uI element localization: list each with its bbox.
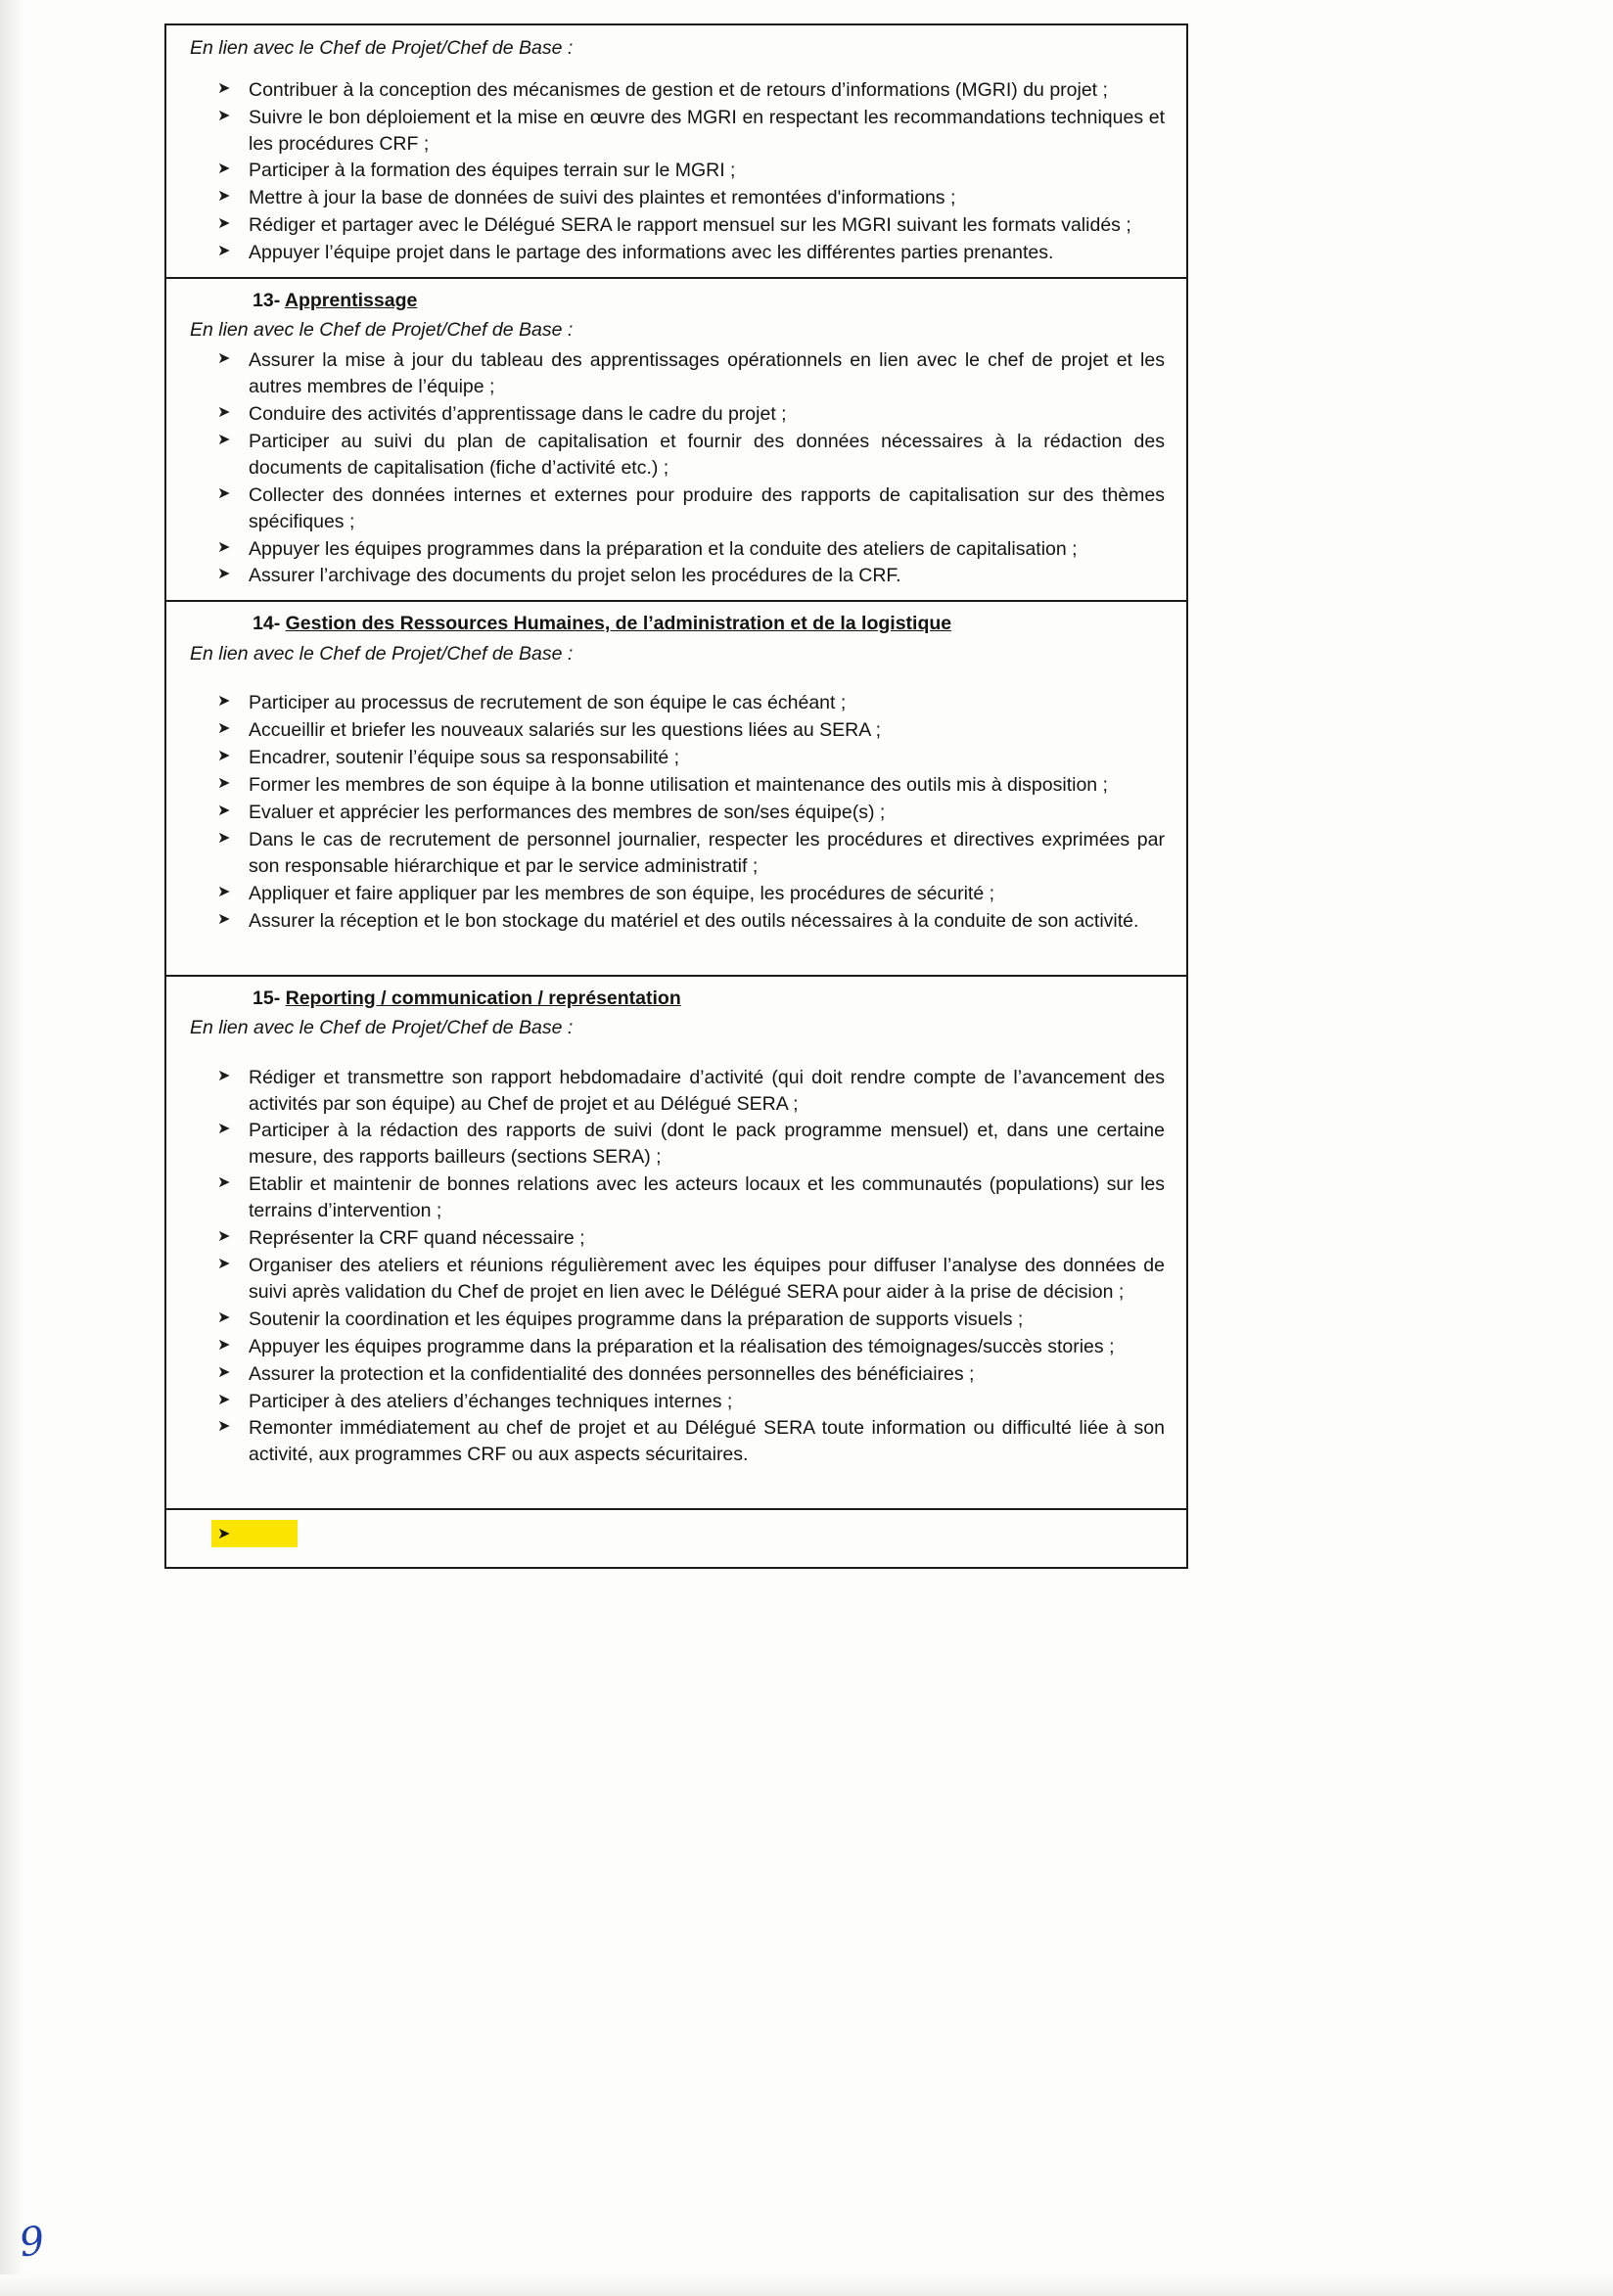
list-item: ➤ Accueillir et briefer les nouveaux salariés sur les questions liées au SERA ; [184, 717, 1169, 744]
section-number: 15- [253, 987, 281, 1009]
empty-bullet-row [184, 1516, 1169, 1557]
list-item: ➤ Participer à la rédaction des rapports de suivi (dont le pack programme mensuel) et, dans une certaine mesure, des rapports bailleurs (sections SERA) ; [184, 1118, 1169, 1171]
bullet-list [184, 1065, 1169, 1469]
list-item: ➤ Conduire des activités d’apprentissage dans le cadre du projet ; [184, 401, 1169, 428]
section-lead: En lien avec le Chef de Projet/Chef de Base : [190, 642, 574, 665]
list-item: ➤ Participer à des ateliers d’échanges techniques internes ; [184, 1389, 1169, 1415]
list-item: ➤ Appuyer les équipes programme dans la préparation et la réalisation des témoignages/succès stories ; [184, 1334, 1169, 1360]
section-lead: En lien avec le Chef de Projet/Chef de Base : [190, 319, 574, 342]
bullet-arrow-icon: ➤ [217, 1526, 231, 1543]
list-item: ➤ Dans le cas de recrutement de personnel journalier, respecter les procédures et directives exprimées par son responsable hiérarchique et par le service administratif ; [184, 827, 1169, 880]
section-number: 14- [253, 613, 281, 635]
list-item: ➤ Contribuer à la conception des mécanismes de gestion et de retours d’informations (MGRI) du projet ; [184, 77, 1169, 104]
scan-edge-bottom [0, 2274, 1613, 2296]
document-frame [164, 23, 1188, 1569]
list-item: ➤ Etablir et maintenir de bonnes relations avec les acteurs locaux et les communautés (populations) sur les terrains d’intervention ; [184, 1171, 1169, 1224]
list-item: ➤ Rédiger et transmettre son rapport hebdomadaire d’activité (qui doit rendre compte de l’avancement des activités par son équipe) au Chef de projet et au Délégué SERA ; [184, 1065, 1169, 1118]
list-item: ➤ Rédiger et partager avec le Délégué SERA le rapport mensuel sur les MGRI suivant les formats validés ; [184, 212, 1169, 239]
section-heading [253, 289, 1169, 313]
list-item: ➤ Former les membres de son équipe à la bonne utilisation et maintenance des outils mis à disposition ; [184, 772, 1169, 799]
section-title: Gestion des Ressources Humaines, de l’administration et de la logistique [285, 613, 952, 635]
list-item: ➤ Assurer la protection et la confidentialité des données personnelles des bénéficiaires ; [184, 1361, 1169, 1388]
list-item: ➤ Assurer l’archivage des documents du projet selon les procédures de la CRF. [184, 563, 1169, 589]
list-item: ➤ Appuyer l’équipe projet dans le partage des informations avec les différentes parties prenantes. [184, 240, 1169, 266]
list-item: ➤ Suivre le bon déploiement et la mise en œuvre des MGRI en respectant les recommandations techniques et les procédures CRF ; [184, 105, 1169, 158]
section-heading [253, 612, 1169, 636]
list-item: ➤ Mettre à jour la base de données de suivi des plaintes et remontées d'informations ; [184, 185, 1169, 211]
section-reporting [166, 977, 1186, 1511]
list-item: ➤ Participer à la formation des équipes terrain sur le MGRI ; [184, 158, 1169, 184]
handwritten-page-number: 9 [16, 2218, 48, 2267]
scan-edge-left [0, 0, 25, 2296]
list-item: ➤ Evaluer et apprécier les performances des membres de son/ses équipe(s) ; [184, 800, 1169, 826]
section-ressources-humaines [166, 602, 1186, 976]
section-empty-bullet [166, 1510, 1186, 1569]
section-apprentissage [166, 279, 1186, 602]
list-item: ➤ Organiser des ateliers et réunions régulièrement avec les équipes pour diffuser l’analyse des données de suivi après validation du Chef de projet en lien avec le Délégué SERA pour aider à la prise de décision ; [184, 1253, 1169, 1306]
bullet-list [184, 690, 1169, 934]
job-description-table [164, 23, 1188, 1569]
list-item: ➤ Appliquer et faire appliquer par les membres de son équipe, les procédures de sécurité ; [184, 881, 1169, 907]
section-lead: En lien avec le Chef de Projet/Chef de Base : [190, 1016, 574, 1038]
section-title: Apprentissage [284, 290, 418, 312]
bullet-list [184, 347, 1169, 589]
list-item: ➤ Représenter la CRF quand nécessaire ; [184, 1225, 1169, 1252]
list-item: ➤ Soutenir la coordination et les équipes programme dans la préparation de supports visuels ; [184, 1307, 1169, 1333]
section-lead: En lien avec le Chef de Projet/Chef de Base : [190, 37, 574, 59]
list-item: ➤ Collecter des données internes et externes pour produire des rapports de capitalisation sur des thèmes spécifiques ; [184, 482, 1169, 535]
list-item: ➤ Encadrer, soutenir l’équipe sous sa responsabilité ; [184, 745, 1169, 771]
list-item: ➤ Remonter immédiatement au chef de projet et au Délégué SERA toute information ou difficulté liée à son activité, aux programmes CRF ou aux aspects sécuritaires. [184, 1415, 1169, 1468]
bullet-list [184, 77, 1169, 266]
list-item: ➤ Participer au suivi du plan de capitalisation et fournir des données nécessaires à la rédaction des documents de capitalisation (fiche d’activité etc.) ; [184, 429, 1169, 482]
list-item: ➤ Appuyer les équipes programmes dans la préparation et la conduite des ateliers de capitalisation ; [184, 536, 1169, 563]
section-heading [253, 987, 1169, 1011]
section-mgri [166, 25, 1186, 279]
list-item: ➤ Assurer la mise à jour du tableau des apprentissages opérationnels en lien avec le chef de projet et les autres membres de l’équipe ; [184, 347, 1169, 400]
section-title: Reporting / communication / représentation [285, 987, 681, 1009]
section-number: 13- [253, 290, 281, 312]
list-item: ➤ Assurer la réception et le bon stockage du matériel et des outils nécessaires à la conduite de son activité. [184, 908, 1169, 935]
list-item: ➤ Participer au processus de recrutement de son équipe le cas échéant ; [184, 690, 1169, 716]
